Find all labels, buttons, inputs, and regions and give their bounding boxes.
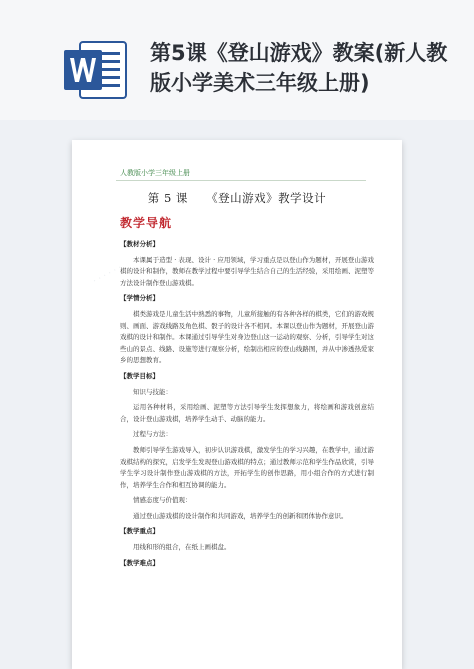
paragraph: 教师引导学生游戏导入，初步认识游戏棋，激发学生的学习兴趣，在教学中，通过游戏棋结构的探究，启发学生发现登山游戏棋的特点；通过教师示范和学生作品欣赏，引导学生学习设计制作登山游戏棋的方法，开拓学生的创作思路，用小组合作的方式进行制作，培养学生合作和相互协调的能力。 — [120, 445, 374, 489]
document-body — [120, 236, 374, 573]
section-heading: 【教学难点】 — [120, 558, 159, 567]
paragraph: 本课属于造型 · 表现、设计 · 应用领域，学习重点是以登山作为题材，开展登山游戏棋的设计和制作，教师在教学过程中要引导学生结合自己的生活经验，采用绘画、泥塑等方法设计制作登山游戏棋。 — [120, 255, 374, 287]
section-heading: 【教材分析】 — [120, 240, 159, 248]
paragraph: 用线和形的组合，在纸上画棋盘。 — [133, 543, 231, 552]
lesson-title: 第 5 课 《登山游戏》教学设计 — [147, 191, 327, 205]
section-heading: 【学情分析】 — [120, 294, 159, 303]
section-heading: 【教学目标】 — [120, 371, 159, 380]
word-icon — [62, 38, 128, 102]
subsection-label: 情感态度与价值观： — [133, 496, 192, 505]
nav-heading: 教学导航 — [120, 216, 173, 230]
page-title: 第5课《登山游戏》教案(新人教版小学美术三年级上册) — [150, 41, 448, 95]
paragraph: 棋类游戏是儿童生活中熟悉的事物，儿童所接触的有各种各样的棋类，它们的游戏规则、画面、游戏线路及角色棋、骰子的设计各不相同。本课以登山作为题材，开展登山游戏棋的设计和制作。本课通过引导学生对身边登山这一运动的观察、分析，引导学生对这些山的景点、线路、设施等进行观察分析，绘制出相应的登山线路图，并从中渗透热爱家乡的思想教育。 — [120, 309, 374, 365]
paragraph: 运用各种材料，采用绘画、泥塑等方法引导学生发挥想象力，将绘画和游戏创意结合，设计登山游戏棋，培养学生动手、动脑的能力。 — [120, 403, 374, 423]
header-divider — [116, 180, 366, 181]
paragraph: 通过登山游戏棋的设计制作和共同游戏，培养学生的创新和团体协作意识。 — [133, 511, 348, 520]
section-heading: 【教学重点】 — [120, 527, 159, 536]
document-preview[interactable] — [72, 140, 402, 669]
page-header — [0, 0, 474, 120]
subsection-label: 知识与技能： — [133, 387, 172, 396]
running-header: 人教版小学三年级上册 — [120, 169, 190, 177]
watermark: · · · · · · — [91, 263, 124, 287]
subsection-label: 过程与方法： — [133, 430, 172, 439]
